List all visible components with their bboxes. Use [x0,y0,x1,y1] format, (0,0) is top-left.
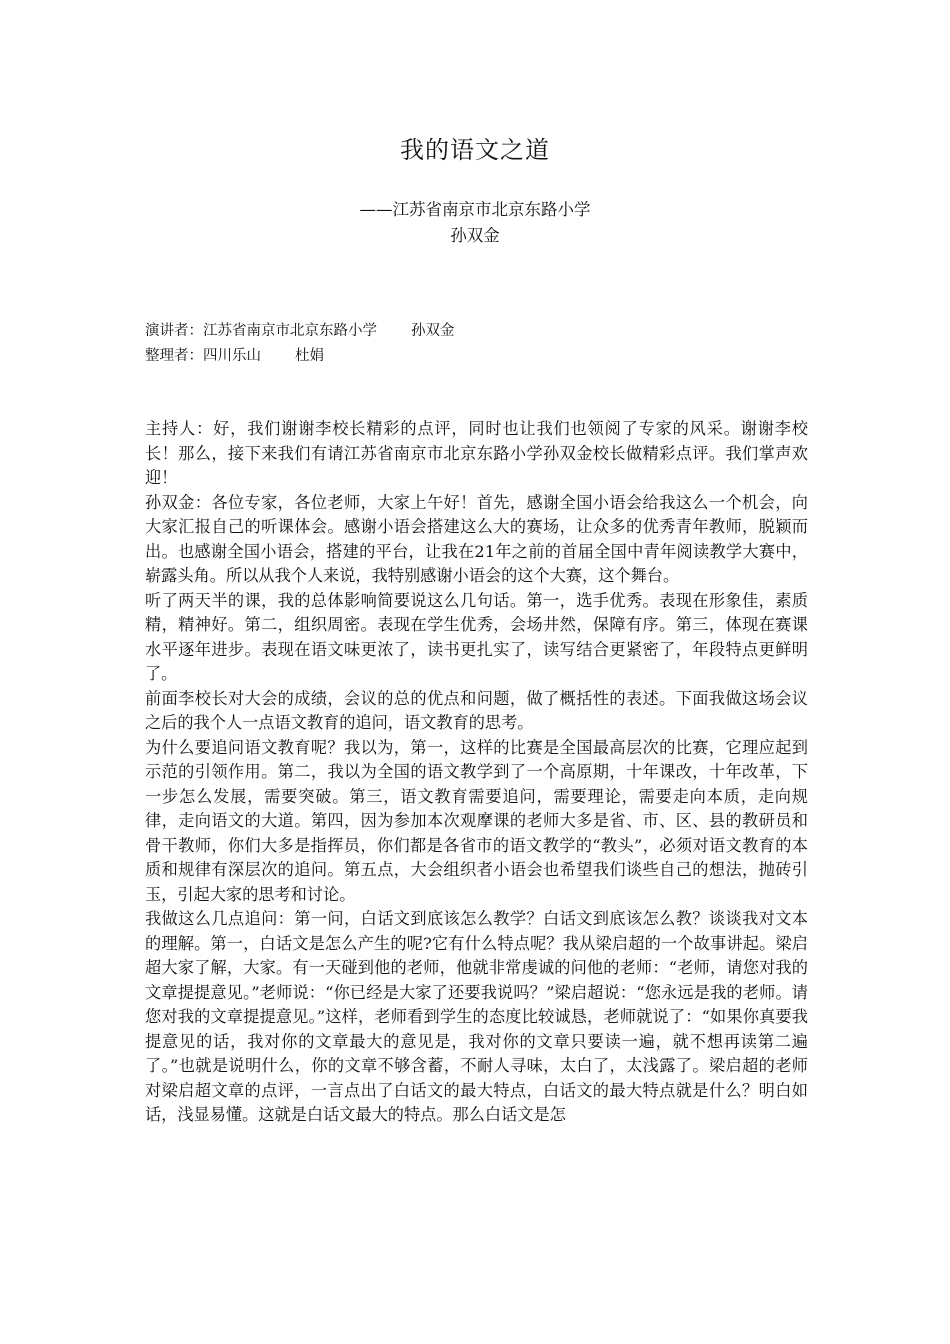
paragraph: 主持人：好，我们谢谢李校长精彩的点评，同时也让我们也领阅了专家的风采。谢谢李校长！那么，接下来我们有请江苏省南京市北京东路小学孙双金校长做精彩点评。我们掌声欢迎！ [145,419,808,487]
document-title: 我的语文之道 [400,136,550,164]
paragraph: 为什么要追问语文教育呢？我以为，第一，这样的比赛是全国最高层次的比赛，它理应起到示范的引领作用。第二，我以为全国的语文教学到了一个高原期，十年课改，十年改革，下一步怎么发展，需要突破。第三，语文教育需要追问，需要理论，需要走向本质，走向规律，走向语文的大道。第四，因为参加本次观摩课的老师大多是省、市、区、县的教研员和骨干教师，你们大多是指挥员，你们都是各省市的语文教学的“教头”，必须对语文教育的本质和规律有深层次的追问。第五点，大会组织者小语会也希望我们谈些自己的想法，抛砖引玉，引起大家的思考和讨论。 [145,737,808,904]
editor-name: 杜娟 [295,348,324,364]
editor-line [145,344,455,369]
paragraph: 前面李校长对大会的成绩，会议的总的优点和问题，做了概括性的表述。下面我做这场会议之后的我个人一点语文教育的追问，语文教育的思考。 [145,688,808,732]
speaker-name: 孙双金 [411,323,455,339]
document-author: 孙双金 [450,226,500,245]
speaker-line [145,319,455,344]
document-subtitle: ——江苏省南京市北京东路小学 [359,200,591,219]
editor-label: 整理者：四川乐山 [145,348,261,364]
paragraph: 听了两天半的课，我的总体影响简要说这么几句话。第一，选手优秀。表现在形象佳，素质精，精神好。第二，组织周密。表现在学生优秀，会场井然，保障有序。第三，体现在赛课水平逐年进步。表现在语文味更浓了，读书更扎实了，读写结合更紧密了，年段特点更鲜明了。 [145,590,808,683]
document-body [145,417,808,1128]
document-meta [145,319,455,369]
paragraph: 孙双金：各位专家，各位老师，大家上午好！首先，感谢全国小语会给我这么一个机会，向大家汇报自己的听课体会。感谢小语会搭建这么大的赛场，让众多的优秀青年教师，脱颖而出。也感谢全国小语会，搭建的平台，让我在21年之前的首届全国中青年阅读教学大赛中，崭露头角。所以从我个人来说，我特别感谢小语会的这个大赛，这个舞台。 [145,492,808,585]
paragraph: 我做这么几点追问：第一问，白话文到底该怎么教学？白话文到底该怎么教？谈谈我对文本的理解。第一，白话文是怎么产生的呢?它有什么特点呢？我从梁启超的一个故事讲起。梁启超大家了解，大家。有一天碰到他的老师，他就非常虔诚的问他的老师：“老师，请您对我的文章提提意见。”老师说：“你已经是大家了还要我说吗？”梁启超说：“您永远是我的老师。请您对我的文章提提意见。”这样，老师看到学生的态度比较诚恳，老师就说了：“如果你真要我提意见的话，我对你的文章最大的意见是，我对你的文章只要读一遍，就不想再读第二遍了。”也就是说明什么，你的文章不够含蓄，不耐人寻味，太白了，太浅露了。梁启超的老师对梁启超文章的点评，一言点出了白话文的最大特点，白话文的最大特点就是什么？明白如话，浅显易懂。这就是白话文最大的特点。那么白话文是怎 [145,909,808,1124]
speaker-label: 演讲者：江苏省南京市北京东路小学 [145,323,377,339]
